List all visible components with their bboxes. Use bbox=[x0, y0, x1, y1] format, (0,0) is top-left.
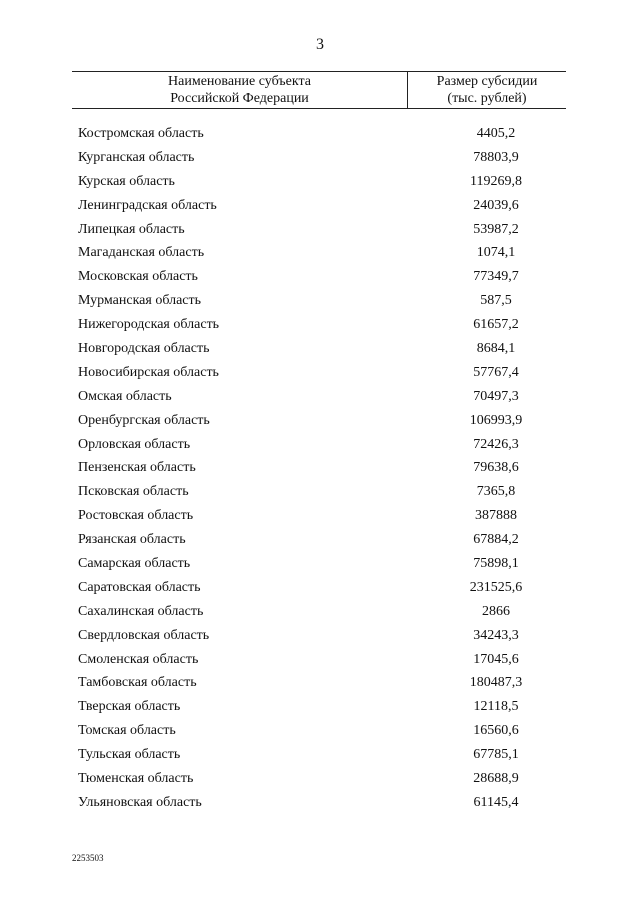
region-name: Свердловская область bbox=[78, 627, 210, 643]
table-row bbox=[78, 265, 566, 289]
table-row bbox=[78, 576, 566, 600]
subsidy-value: 53987,2 bbox=[473, 221, 519, 237]
table-row bbox=[78, 218, 566, 242]
region-name: Томская область bbox=[78, 723, 176, 739]
region-name: Новгородская область bbox=[78, 341, 210, 357]
region-name: Омская область bbox=[78, 388, 172, 404]
subsidy-value: 7365,8 bbox=[476, 484, 516, 500]
region-name: Магаданская область bbox=[78, 245, 205, 261]
subsidy-value: 72426,3 bbox=[473, 436, 519, 452]
table-row bbox=[78, 719, 566, 743]
region-name: Ульяновская область bbox=[78, 794, 202, 810]
region-name: Липецкая область bbox=[78, 221, 185, 237]
region-name: Сахалинская область bbox=[78, 603, 204, 619]
subsidy-value: 2866 bbox=[482, 603, 510, 619]
subsidy-value: 77349,7 bbox=[473, 269, 519, 285]
table-row bbox=[78, 552, 566, 576]
region-name: Тюменская область bbox=[78, 771, 194, 787]
table-row bbox=[78, 504, 566, 528]
table-row bbox=[78, 528, 566, 552]
region-name: Ленинградская область bbox=[78, 197, 217, 213]
page-number: 3 bbox=[316, 36, 324, 53]
table-row bbox=[78, 695, 566, 719]
subsidy-value: 61145,4 bbox=[473, 794, 519, 810]
subsidy-value: 75898,1 bbox=[473, 556, 519, 572]
table-row bbox=[78, 767, 566, 791]
column-header-region-line1: Наименование субъекта bbox=[168, 74, 311, 89]
table-row bbox=[78, 146, 566, 170]
table-row bbox=[78, 600, 566, 624]
region-name: Самарская область bbox=[78, 556, 191, 572]
region-name: Мурманская область bbox=[78, 293, 202, 309]
region-name: Псковская область bbox=[78, 484, 189, 500]
subsidy-value: 4405,2 bbox=[476, 126, 516, 141]
table-row bbox=[78, 385, 566, 409]
table-row bbox=[78, 648, 566, 672]
document-code: 2253503 bbox=[72, 853, 104, 863]
region-name: Смоленская область bbox=[78, 651, 199, 667]
region-name: Саратовская область bbox=[78, 579, 201, 595]
region-name: Новосибирская область bbox=[78, 364, 219, 380]
table-row bbox=[78, 671, 566, 695]
subsidy-value: 34243,3 bbox=[473, 627, 519, 643]
region-name: Московская область bbox=[78, 269, 198, 285]
region-name: Рязанская область bbox=[78, 532, 186, 548]
subsidy-value: 61657,2 bbox=[473, 317, 519, 333]
table-row bbox=[78, 409, 566, 433]
table-row bbox=[78, 743, 566, 767]
subsidy-value: 16560,6 bbox=[473, 723, 519, 739]
region-name: Пензенская область bbox=[78, 460, 196, 476]
table-row bbox=[78, 791, 566, 815]
region-name: Орловская область bbox=[78, 436, 191, 452]
subsidy-value: 387888 bbox=[475, 508, 517, 524]
subsidy-value: 106993,9 bbox=[469, 412, 523, 428]
table-row bbox=[78, 361, 566, 385]
column-header-region bbox=[72, 73, 407, 107]
subsidy-value: 12118,5 bbox=[473, 699, 519, 715]
column-header-subsidy bbox=[408, 73, 566, 107]
subsidy-value: 1074,1 bbox=[476, 245, 516, 261]
region-name: Тамбовская область bbox=[78, 675, 197, 691]
table-body bbox=[78, 122, 566, 815]
subsidy-value: 24039,6 bbox=[473, 197, 519, 213]
table-row bbox=[78, 122, 566, 146]
table-row bbox=[78, 624, 566, 648]
subsidy-value: 78803,9 bbox=[473, 149, 519, 165]
region-name: Костромская область bbox=[78, 126, 204, 141]
column-header-subsidy-line1: Размер субсидии bbox=[436, 74, 538, 89]
table-row bbox=[78, 241, 566, 265]
table-header bbox=[72, 71, 566, 109]
column-header-subsidy-line2: (тыс. рублей) bbox=[447, 91, 527, 106]
subsidy-value: 17045,6 bbox=[473, 651, 519, 667]
subsidy-value: 231525,6 bbox=[469, 579, 523, 595]
region-name: Оренбургская область bbox=[78, 412, 210, 428]
table-row bbox=[78, 289, 566, 313]
table-row bbox=[78, 313, 566, 337]
table-row bbox=[78, 456, 566, 480]
subsidy-value: 119269,8 bbox=[470, 173, 522, 189]
region-name: Нижегородская область bbox=[78, 317, 220, 333]
region-name: Курская область bbox=[78, 173, 175, 189]
column-header-region-line2: Российской Федерации bbox=[170, 91, 309, 106]
subsidy-value: 67884,2 bbox=[473, 532, 519, 548]
table-row bbox=[78, 170, 566, 194]
table-row bbox=[78, 433, 566, 457]
subsidy-value: 67785,1 bbox=[473, 747, 519, 763]
table-row bbox=[78, 480, 566, 504]
region-name: Тульская область bbox=[78, 747, 181, 763]
subsidy-value: 8684,1 bbox=[476, 341, 516, 357]
subsidy-value: 180487,3 bbox=[469, 675, 523, 691]
subsidy-value: 28688,9 bbox=[473, 771, 519, 787]
subsidy-value: 57767,4 bbox=[473, 364, 519, 380]
subsidy-value: 587,5 bbox=[480, 293, 512, 309]
table-row bbox=[78, 337, 566, 361]
table-row bbox=[78, 194, 566, 218]
region-name: Ростовская область bbox=[78, 508, 194, 524]
region-name: Курганская область bbox=[78, 149, 195, 165]
subsidy-value: 70497,3 bbox=[473, 388, 519, 404]
subsidy-value: 79638,6 bbox=[473, 460, 519, 476]
region-name: Тверская область bbox=[78, 699, 181, 715]
